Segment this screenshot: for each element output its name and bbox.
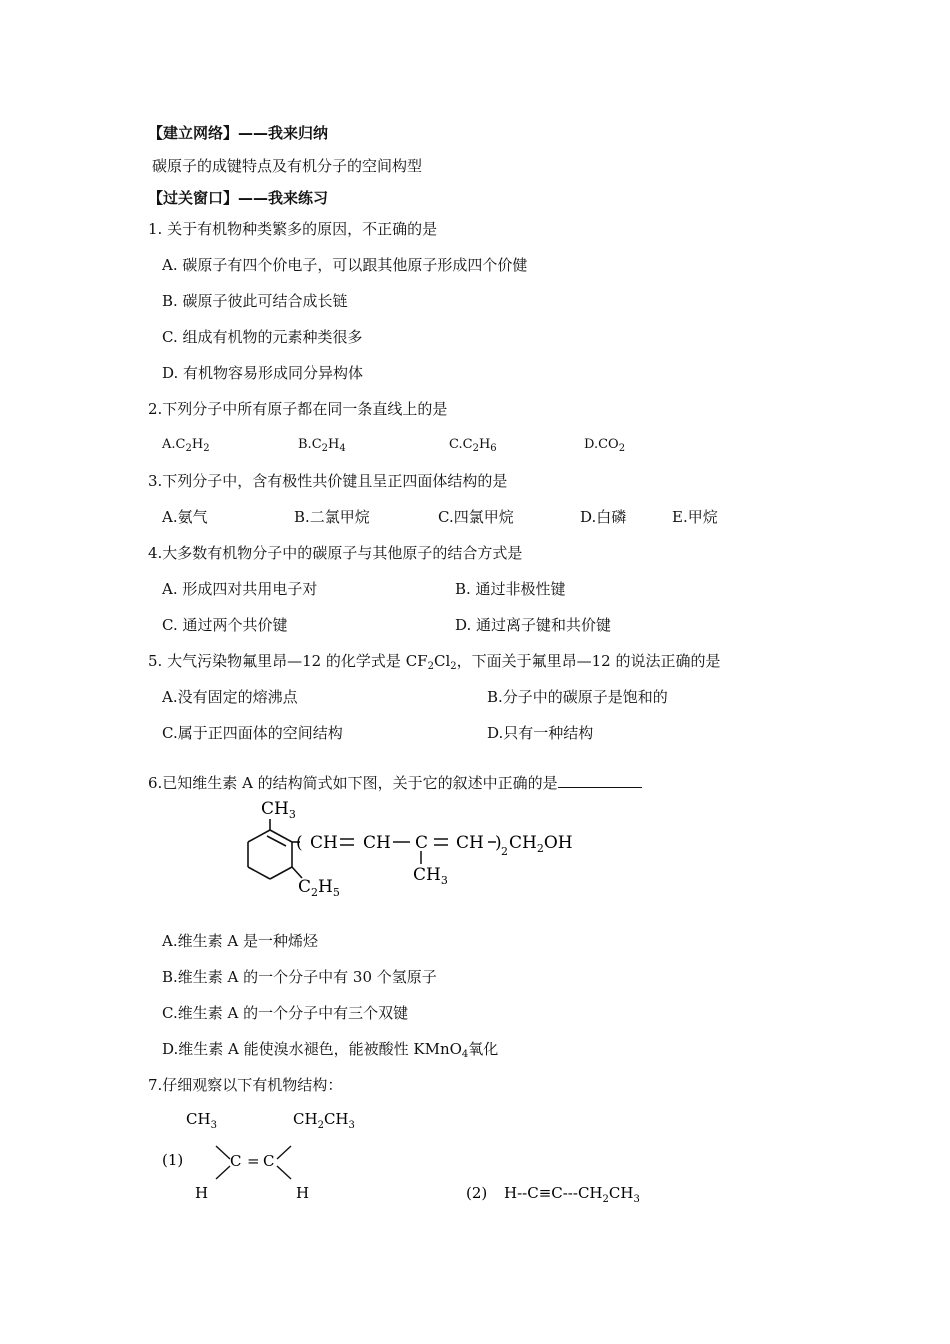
struct-close-paren: ): [495, 833, 502, 853]
q4-option-c: C. 通过两个共价键: [162, 616, 288, 634]
q6-stem: 6.已知维生素 A 的结构简式如下图，关于它的叙述中正确的是: [148, 773, 642, 793]
vitamin-a-structure: [230, 794, 580, 898]
struct-ethyl: $C_2H_5$: [298, 877, 340, 898]
struct-chain-ch2: CH: [363, 833, 391, 853]
q3-stem: 3.下列分子中，含有极性共价键且呈正四面体结构的是: [148, 472, 508, 490]
struct-chain-ch1: CH: [310, 833, 338, 853]
q3-option-d: D.白磷: [580, 508, 627, 526]
q2-option-a: $A.C_2H_2$: [162, 437, 210, 454]
s1-methyl: $CH_3$: [186, 1110, 217, 1131]
q7-stem: 7.仔细观察以下有机物结构：: [148, 1076, 343, 1094]
double-bond-2: [434, 839, 448, 845]
q2-option-b: $B.C_2H_4$: [298, 437, 346, 454]
s1-h1: H: [195, 1184, 209, 1202]
q5-option-c: C.属于正四面体的空间结构: [162, 724, 343, 742]
network-title: 【建立网络】——我来归纳: [148, 124, 329, 142]
q1-option-d: D. 有机物容易形成同分异构体: [162, 364, 364, 382]
q1-option-a: A. 碳原子有四个价电子，可以跟其他原子形成四个价健: [162, 256, 528, 274]
q6-option-c: C.维生素 A 的一个分子中有三个双键: [162, 1004, 409, 1022]
s2-formula: $H--C\equiv C---CH_2CH_3$: [504, 1184, 640, 1205]
s1-label: (1): [162, 1151, 184, 1169]
struct-ch2oh: $CH_2OH$: [509, 833, 573, 855]
struct-top-methyl: $CH_3$: [261, 799, 296, 821]
q1-stem: 1. 关于有机物种类繁多的原因，不正确的是: [148, 220, 438, 238]
practice-title: 【过关窗口】——我来练习: [148, 189, 329, 207]
struct-chain-c: C: [415, 833, 429, 853]
s1-c2: C: [263, 1152, 275, 1170]
q4-stem: 4.大多数有机物分子中的碳原子与其他原子的结合方式是: [148, 544, 523, 562]
struct-open-paren: (: [296, 833, 303, 853]
network-text: 碳原子的成键特点及有机分子的空间构型: [152, 157, 423, 175]
s1-ethyl: $CH_2CH_3$: [293, 1110, 355, 1131]
q1-option-b: B. 碳原子彼此可结合成长链: [162, 292, 348, 310]
q2-option-c: $C.C_2H_6$: [449, 437, 497, 454]
double-bond-1: [340, 839, 354, 845]
q2-stem: 2.下列分子中所有原子都在同一条直线上的是: [148, 400, 448, 418]
s2-label: (2): [466, 1184, 488, 1202]
q5-stem: 5. 大气污染物氟里昂—12 的化学式是 $CF_2Cl_2$，下面关于氟里昂—12 的说法正确的是: [148, 652, 721, 672]
s1-h2: H: [296, 1184, 310, 1202]
q3-option-a: A.氨气: [162, 508, 208, 526]
q4-option-b: B. 通过非极性键: [455, 580, 566, 598]
q5-option-b: B.分子中的碳原子是饱和的: [487, 688, 668, 706]
q5-option-a: A.没有固定的熔沸点: [162, 688, 298, 706]
q4-option-a: A. 形成四对共用电子对: [162, 580, 318, 598]
q6-option-b: B.维生素 A 的一个分子中有 30 个氢原子: [162, 968, 437, 986]
q3-option-c: C.四氯甲烷: [438, 508, 514, 526]
q6-option-a: A.维生素 A 是一种烯烃: [162, 932, 318, 950]
q3-option-b: B.二氯甲烷: [294, 508, 370, 526]
q6-option-d: D.维生素 A 能使溴水褪色，能被酸性 KMnO$_4$氧化: [162, 1040, 499, 1060]
q3-option-e: E.甲烷: [672, 508, 718, 526]
s1-c1: C: [230, 1152, 242, 1170]
q5-option-d: D.只有一种结构: [487, 724, 594, 742]
answer-blank[interactable]: [558, 773, 642, 788]
q4-option-d: D. 通过离子键和共价键: [455, 616, 612, 634]
struct-branch-methyl: $CH_3$: [413, 865, 448, 887]
s1-double-bond: =: [247, 1152, 260, 1170]
q7-structures: [150, 1100, 650, 1210]
struct-repeat-count: 2: [501, 845, 508, 858]
q2-option-d: $D.CO_2$: [584, 437, 626, 454]
struct-chain-ch3: CH: [456, 833, 484, 853]
cyclohexene-ring: [248, 819, 302, 879]
q1-option-c: C. 组成有机物的元素种类很多: [162, 328, 363, 346]
